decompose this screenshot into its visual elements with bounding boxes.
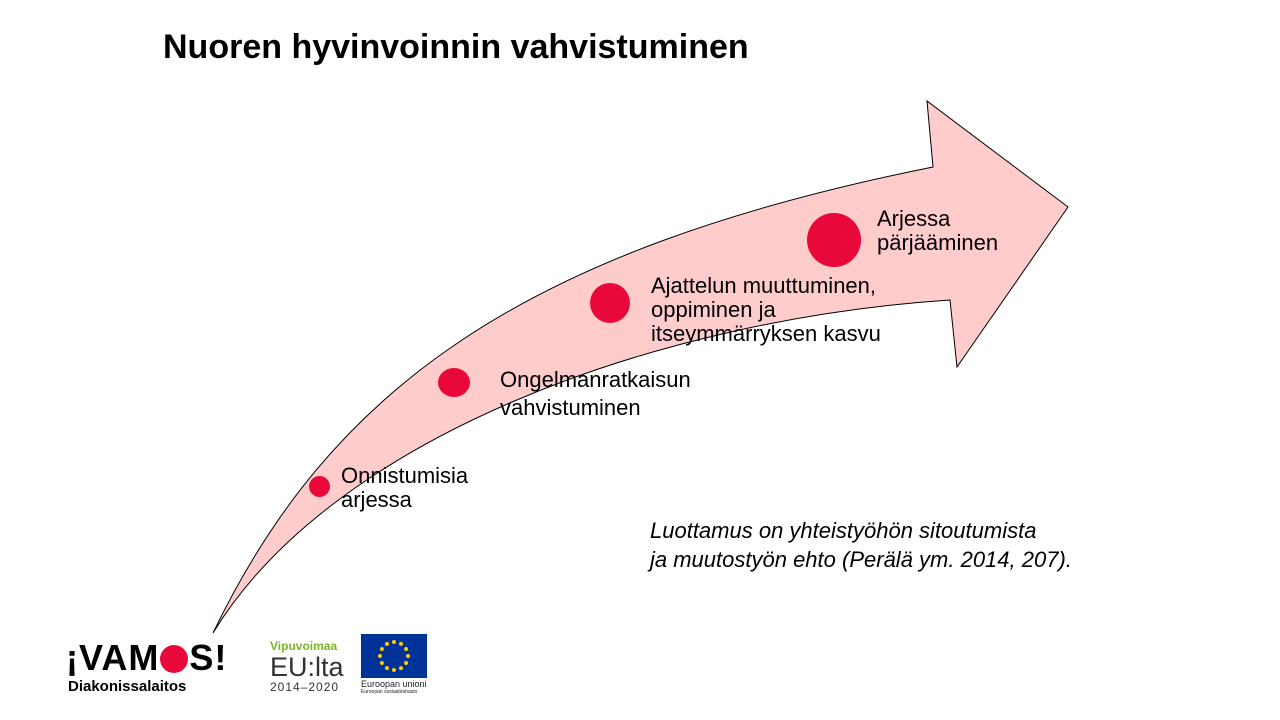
step-3-dot — [590, 283, 630, 323]
vipuvoimaa-mid: EU:lta — [270, 652, 344, 682]
step-1-line-1: Onnistumisia — [341, 463, 469, 488]
step-2-line-2: vahvistuminen — [500, 395, 641, 420]
vamos-wordmark — [66, 637, 228, 678]
step-4-line-1: Arjessa — [877, 206, 951, 231]
step-4-line-2: pärjääminen — [877, 230, 999, 255]
step-2-line-1: Ongelmanratkaisun — [500, 367, 691, 392]
eu-line-1: Euroopan unioni — [361, 679, 427, 689]
vipuvoimaa-logo — [270, 639, 344, 694]
step-4-dot — [807, 213, 861, 267]
eu-stars-icon — [361, 634, 427, 678]
step-3-line-3: itseymmärryksen kasvu — [651, 321, 881, 346]
vipuvoimaa-years: 2014–2020 — [270, 680, 340, 694]
eu-logo — [361, 634, 427, 695]
step-3-line-1: Ajattelun muuttuminen, — [651, 273, 877, 298]
page-title: Nuoren hyvinvoinnin vahvistuminen — [163, 28, 749, 66]
vamos-logo — [66, 637, 228, 695]
step-1-label — [341, 464, 468, 512]
quote-text — [650, 516, 1072, 574]
step-1-dot — [309, 476, 330, 497]
vipuvoimaa-top: Vipuvoimaa — [270, 639, 338, 653]
quote-line-1: Luottamus on yhteistyöhön sitoutumista — [650, 518, 1037, 543]
vamos-o-mark — [160, 645, 188, 673]
step-1-line-2: arjessa — [341, 487, 412, 512]
step-4-label — [877, 207, 998, 255]
step-3-line-2: oppiminen ja — [651, 297, 776, 322]
quote-line-2: ja muutostyön ehto (Perälä ym. 2014, 207). — [650, 547, 1072, 572]
vamos-suffix: S! — [189, 637, 228, 678]
step-2-dot — [438, 368, 470, 397]
vamos-subtitle: Diakonissalaitos — [68, 678, 187, 695]
step-2-label — [500, 366, 691, 422]
vamos-prefix: ¡VAM — [66, 637, 160, 678]
eu-line-2: Euroopan sosiaalirahasto — [361, 689, 418, 695]
step-3-label — [651, 274, 881, 346]
eu-flag-icon — [361, 634, 427, 678]
